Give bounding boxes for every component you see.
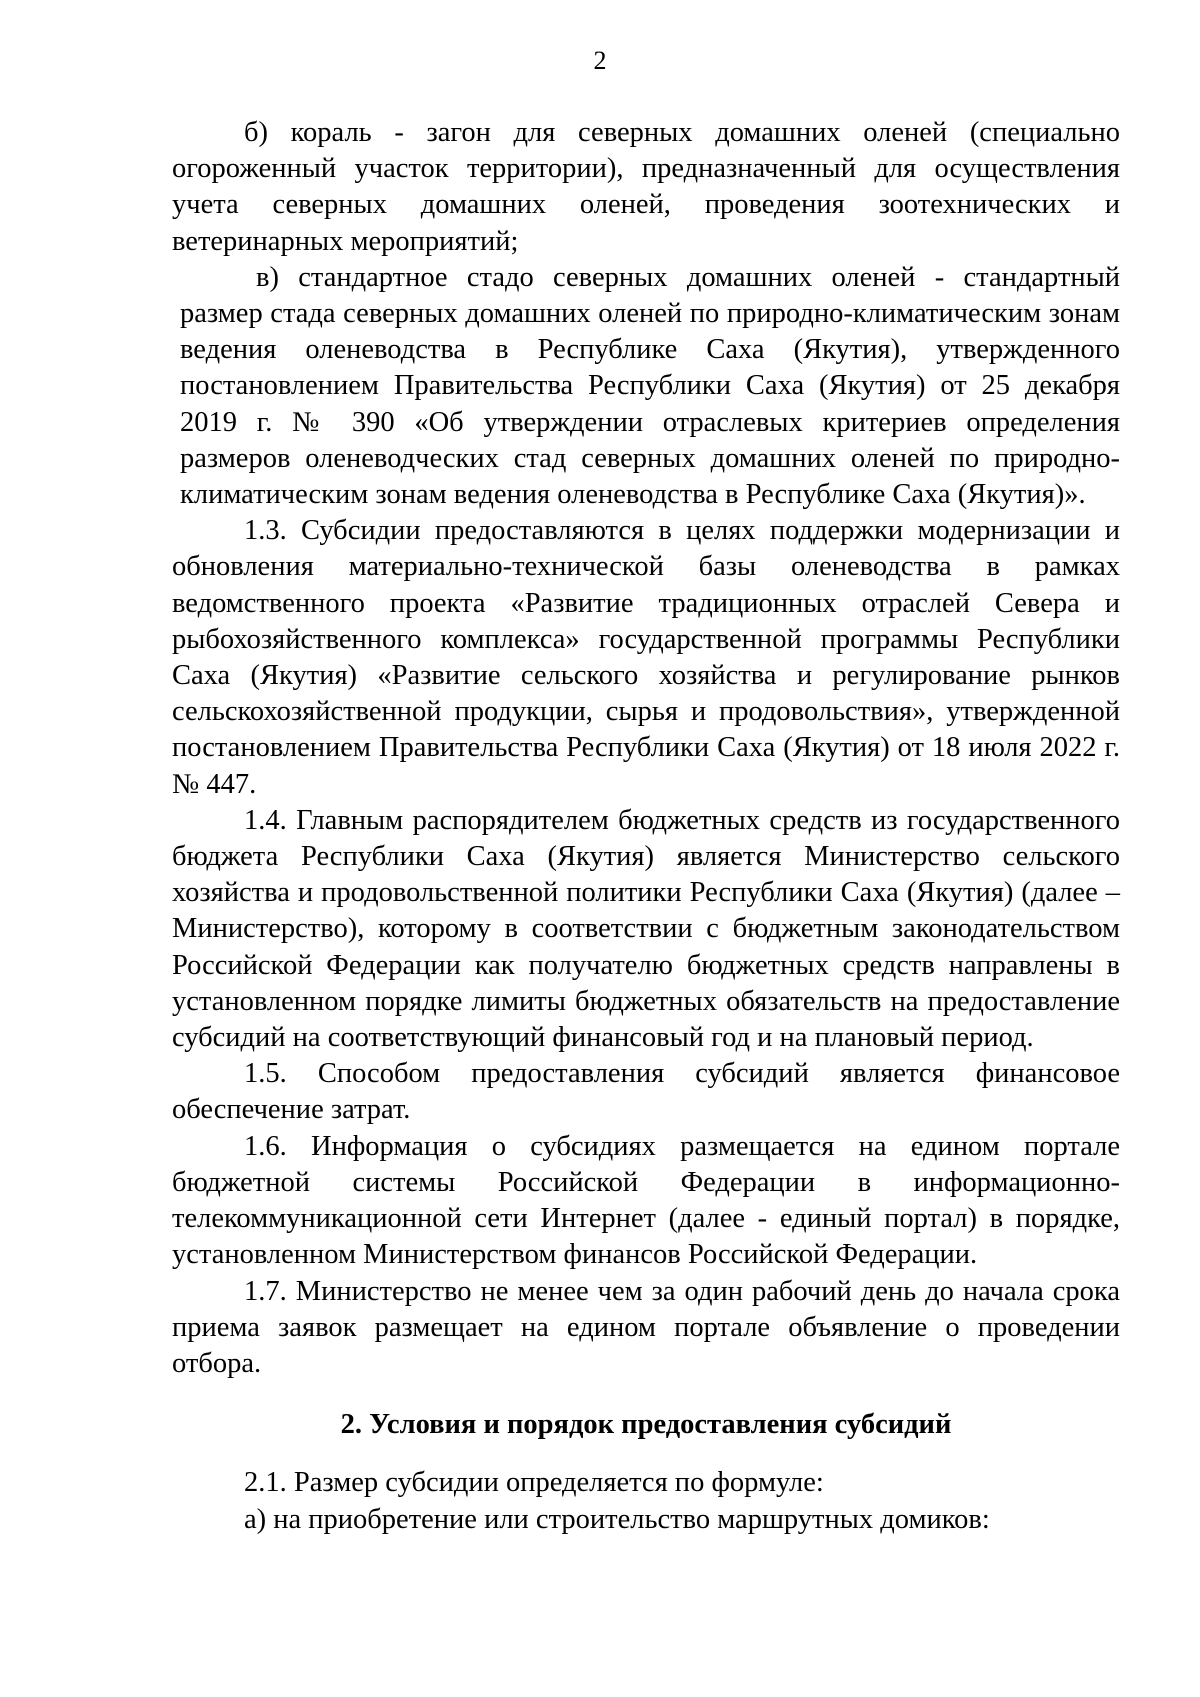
paragraph-1-5: 1.5. Способом предоставления субсидий является финансовое обеспечение затрат. <box>172 1058 1120 1126</box>
document-body <box>172 115 1120 1538</box>
paragraph-2-1-a: а) на приобретение или строительство маршрутных домиков: <box>244 1503 990 1535</box>
paragraph-1-6: 1.6. Информация о субсидиях размещается на едином портале бюджетной системы Российской Федерации в информационно-телекоммуникационной сети Интернет (далее - единый портал) в порядке, установленном Министерством финансов Российской Федерации. <box>172 1130 1120 1271</box>
paragraph-b-koral: б) кораль - загон для северных домашних оленей (специально огороженный участок территории), предназначенный для осуществления учета северных домашних оленей, проведения зоотехнических и ветеринарных мероприятий; <box>172 117 1120 257</box>
paragraph-2-1: 2.1. Размер субсидии определяется по формуле: <box>244 1467 824 1499</box>
page-number: 2 <box>593 46 607 75</box>
paragraph-1-3: 1.3. Субсидии предоставляются в целях поддержки модернизации и обновления материально-технической базы оленеводства в рамках ведомственного проекта «Развитие традиционных отраслей Севера и рыбохозяйственного комплекса» государственной программы Республики Саха (Якутия) «Развитие сельского хозяйства и регулирование рынков сельскохозяйственной продукции, сырья и продовольствия», утвержденной постановлением Правительства Республики Саха (Якутия) от 18 июля 2022 г. № 447. <box>172 515 1120 800</box>
paragraph-1-7: 1.7. Министерство не менее чем за один рабочий день до начала срока приема заявок размещает на едином портале объявление о проведении отбора. <box>172 1275 1120 1379</box>
paragraph-v-standard-herd: в) стандартное стадо северных домашних оленей - стандартный размер стада северных домашних оленей по природно-климатическим зонам ведения оленеводства в Республике Саха (Якутия), утвержденного постановлением Правительства Республики Саха (Якутия) от 25 декабря 2019 г. № 390 «Об утверждении отраслевых критериев определения размеров оленеводческих стад северных домашних оленей по природно-климатическим зонам ведения оленеводства в Республике Саха (Якутия)». <box>180 261 1120 511</box>
section-2-heading: 2. Условия и порядок предоставления субсидий <box>340 1409 952 1441</box>
paragraph-1-4: 1.4. Главным распорядителем бюджетных средств из государственного бюджета Республики Саха (Якутия) является Министерство сельского хозяйства и продовольственной политики Республики Саха (Якутия) (далее – Министерство), которому в соответствии с бюджетным законодательством Российской Федерации как получателю бюджетных средств направлены в установленном порядке лимиты бюджетных обязательств на предоставление субсидий на соответствующий финансовый год и на плановый период. <box>172 804 1120 1054</box>
